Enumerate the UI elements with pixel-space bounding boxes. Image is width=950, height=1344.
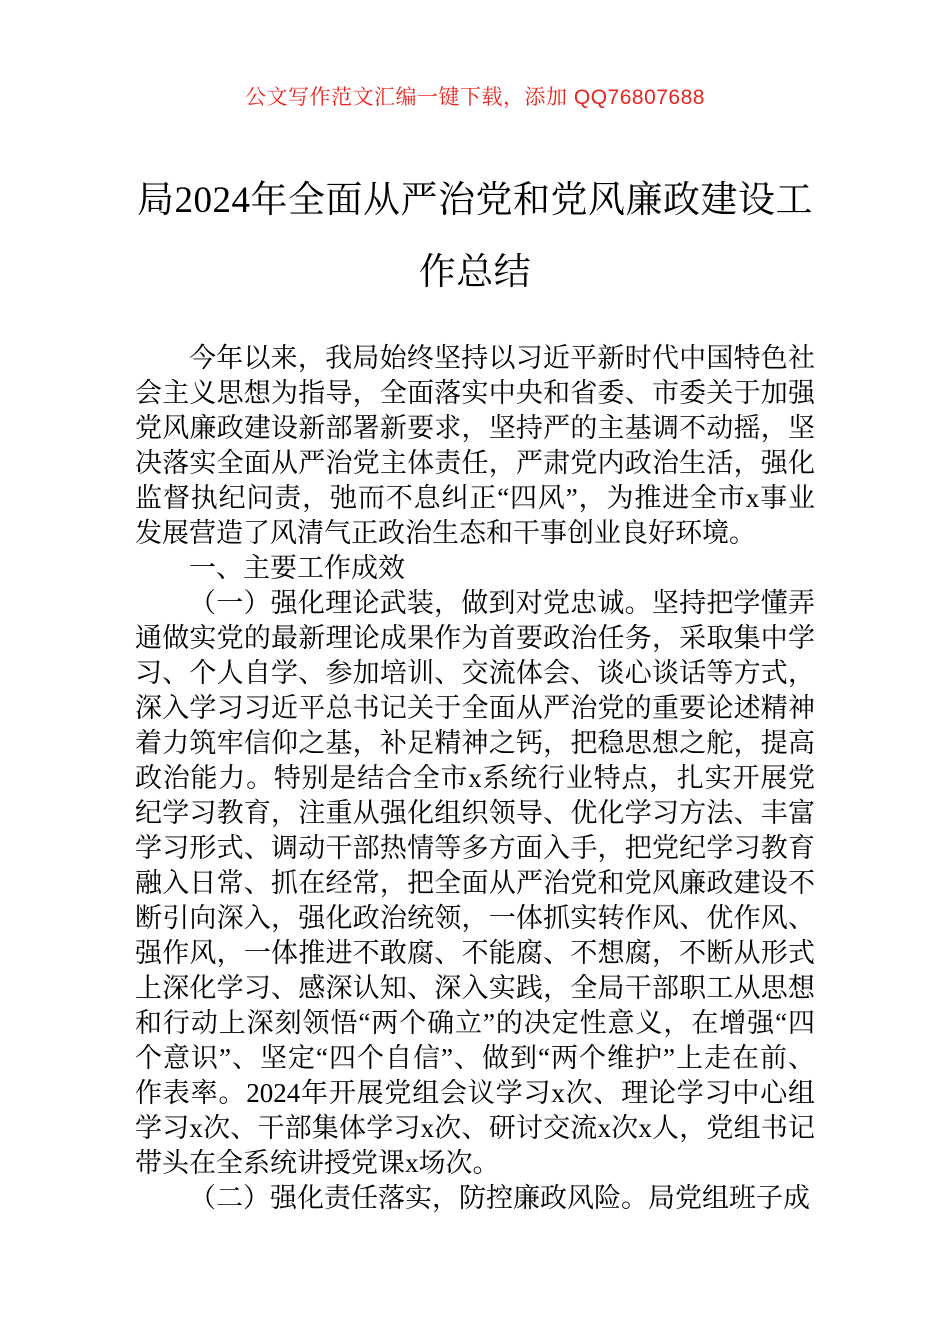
paragraph-responsibility-implementation: （二）强化责任落实，防控廉政风险。局党组班子成	[189, 1183, 810, 1213]
promo-notice: 公文写作范文汇编一键下载，添加 QQ76807688	[245, 86, 705, 109]
paragraph-intro: 今年以来，我局始终坚持以习近平新时代中国特色社会主义思想为指导，全面落实中央和省委、市委关于加强党风廉政建设新部署新要求，坚持严的主基调不动摇，坚决落实全面从严治党主体责任，严肃党内政治生活，强化监督执纪问责，弛而不息纠正“四风”，为推进全市x事业发展营造了风清气正政治生态和干事创业良好环境。	[135, 343, 815, 548]
section-heading-main-achievements: 一、主要工作成效	[189, 553, 405, 583]
document-body	[135, 341, 815, 1216]
paragraph-theory-armament: （一）强化理论武装，做到对党忠诚。坚持把学懂弄通做实党的最新理论成果作为首要政治任务，采取集中学习、个人自学、参加培训、交流体会、谈心谈话等方式，深入学习习近平总书记关于全面从严治党的重要论述精神着力筑牢信仰之基，补足精神之钙，把稳思想之舵，提高政治能力。特别是结合全市x系统行业特点，扎实开展党纪学习教育，注重从强化组织领导、优化学习方法、丰富学习形式、调动干部热情等多方面入手，把党纪学习教育融入日常、抓在经常，把全面从严治党和党风廉政建设不断引向深入，强化政治统领，一体抓实转作风、优作风、强作风，一体推进不敢腐、不能腐、不想腐，不断从形式上深化学习、感深认知、深入实践，全局干部职工从思想和行动上深刻领悟“两个确立”的决定性意义，在增强“四个意识”、坚定“四个自信”、做到“两个维护”上走在前、作表率。2024年开展党组会议学习x次、理论学习中心组学习x次、干部集体学习x次、研讨交流x次x人，党组书记带头在全系统讲授党课x场次。	[135, 588, 815, 1178]
document-title: 局2024年全面从严治党和党风廉政建设工作总结	[137, 180, 813, 293]
